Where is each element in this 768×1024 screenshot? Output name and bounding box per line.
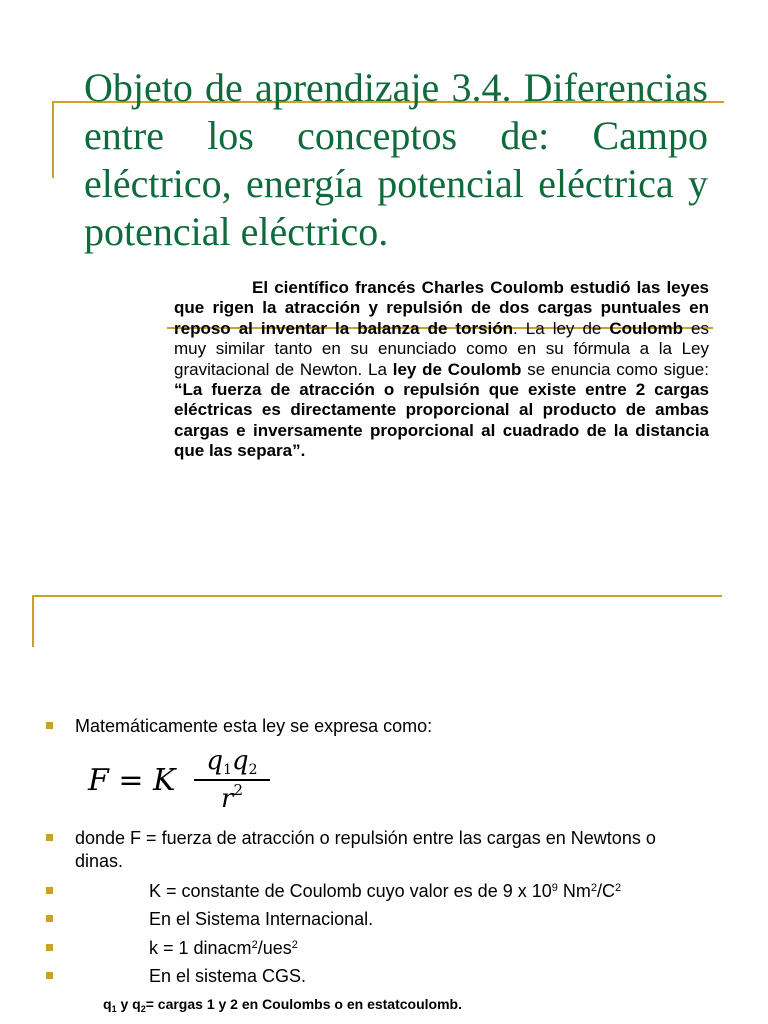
footer-q2-sub: 2 [140, 1004, 146, 1014]
formula-numerator [194, 745, 270, 777]
title-accent-vertical [52, 101, 54, 178]
bullet-square-icon [46, 887, 53, 894]
paragraph-part-4: es muy similar tanto en su enunciado como en su fórmula a la Ley gravitacional de Newton. La [174, 318, 709, 379]
formula-fraction [194, 745, 270, 815]
k-cgs-mid: /ues [257, 938, 292, 958]
coulomb-formula [88, 745, 278, 825]
formula-r: r [221, 784, 234, 814]
formula-q2-sub: 2 [248, 762, 258, 778]
k-cgs-exp1: 2 [251, 939, 258, 951]
paragraph-part-1: El científico francés Charles Coulomb estudió las leyes que rigen la atracción y repulsión de dos cargas puntuales en reposo al inventar la balanza de torsión [174, 278, 709, 338]
slide2-accent-vertical [32, 595, 34, 647]
bullet-k-cgs-text [149, 937, 298, 960]
charges-definition [103, 996, 462, 1012]
bullet-square-icon [46, 972, 53, 979]
slide2-accent-line [32, 595, 722, 597]
footer-q1: q [103, 996, 112, 1012]
k-si-exponent: 9 [551, 882, 558, 894]
footer-and-q2: y q [116, 996, 141, 1012]
footer-q1-sub: 1 [111, 1004, 117, 1014]
bullet-si-text: En el Sistema Internacional. [149, 909, 374, 929]
formula-r-exp: 2 [233, 781, 243, 799]
bullet-cgs-text: En el sistema CGS. [149, 966, 307, 986]
bullet-square-icon [46, 944, 53, 951]
k-si-unit-div: /C [597, 881, 615, 901]
footer-rest: = cargas 1 y 2 en Coulombs o en estatcoulomb. [145, 996, 462, 1012]
bullet-square-icon [46, 915, 53, 922]
k-si-unit-exp2: 2 [615, 882, 622, 894]
bullet-k-si-text [149, 880, 621, 903]
bullet-intro-text: Matemáticamente esta ley se expresa como: [75, 716, 433, 736]
bullet-square-icon [46, 722, 53, 729]
k-cgs-prefix: k = 1 dinacm [149, 938, 252, 958]
paragraph-part-2: . La ley de [513, 318, 610, 338]
formula-q2: q [232, 746, 249, 776]
formula-denominator [194, 783, 270, 815]
k-si-prefix: K = constante de Coulomb cuyo valor es de 9 x 10 [149, 881, 552, 901]
paragraph-part-3: Coulomb [609, 318, 684, 338]
coulomb-paragraph [174, 278, 709, 462]
k-si-unit: Nm [557, 881, 591, 901]
k-si-unit-exp1: 2 [590, 882, 597, 894]
paragraph-part-7: “La fuerza de atracción o repulsión que existe entre 2 cargas eléctricas es directamente proporcional al producto de ambas cargas e inversamente proporcional al cuadrado de la distancia que las separa”. [174, 380, 709, 461]
formula-q1: q [206, 746, 224, 776]
formula-lhs: F = K [88, 763, 176, 798]
bullet-square-icon [46, 834, 53, 841]
fraction-bar [194, 779, 270, 781]
paragraph-part-5: ley de Coulomb [392, 359, 522, 379]
formula-q1-sub: 1 [223, 762, 232, 778]
bullet-donde-text: donde F = fuerza de atracción o repulsión entre las cargas en Newtons o dinas. [75, 828, 656, 871]
k-cgs-exp2: 2 [291, 939, 298, 951]
paragraph-part-6: se enuncia como sigue: [521, 359, 709, 379]
slide-title: Objeto de aprendizaje 3.4. Diferencias entre los conceptos de: Campo eléctrico, energía potencial eléctrica y potencial eléctrico. [84, 65, 708, 254]
